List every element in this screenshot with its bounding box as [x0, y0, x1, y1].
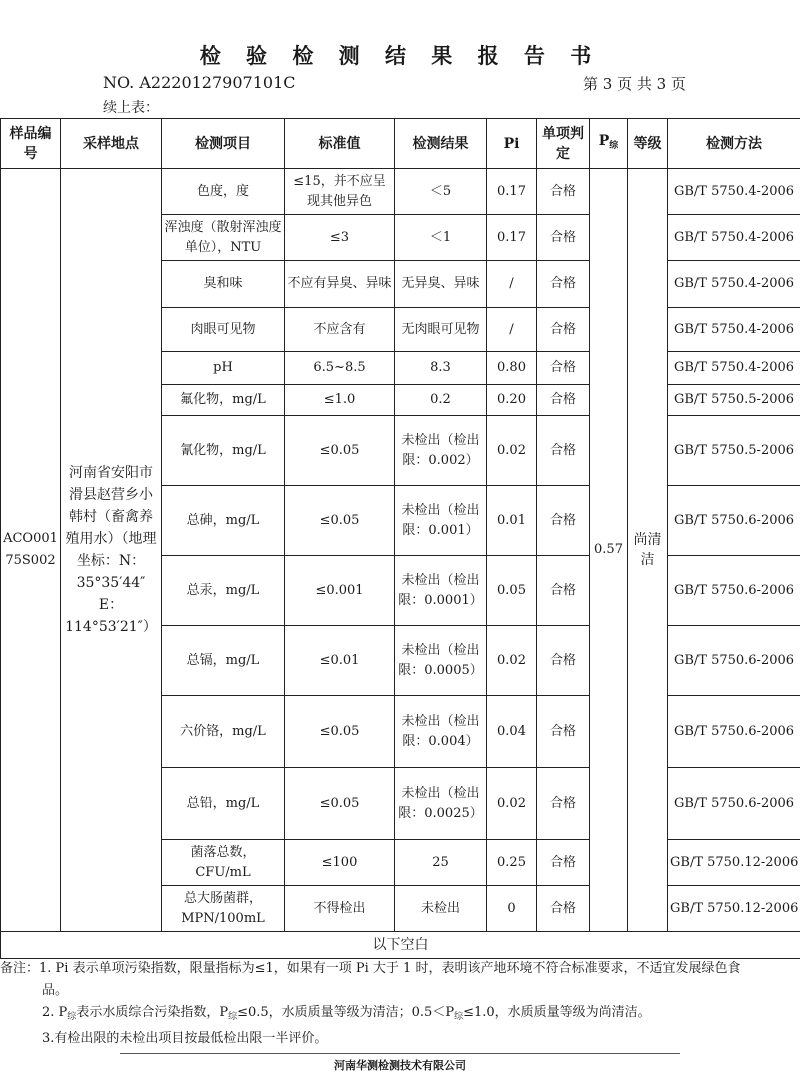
standard-cell: ≤0.05: [285, 486, 395, 556]
judgment-cell: 合格: [537, 886, 590, 932]
pi-cell: 0.20: [487, 385, 537, 416]
pi-cell: 0.80: [487, 352, 537, 385]
method-cell: GB/T 5750.4-2006: [668, 352, 800, 385]
header-item: 检测项目: [162, 119, 285, 169]
page-indicator: 第 3 页 共 3 页: [583, 75, 686, 93]
judgment-cell: 合格: [537, 308, 590, 352]
blank-note-row: [1, 932, 800, 959]
method-cell: GB/T 5750.12-2006: [668, 840, 800, 886]
method-cell: GB/T 5750.6-2006: [668, 556, 800, 626]
note-1-text: 1. Pi 表示单项污染指数，限量指标为≤1，如果有一项 Pi 大于 1 时，表明该产地环境不符合标准要求，不适宜发展绿色食品。: [39, 961, 741, 998]
item-cell: 总镉，mg/L: [162, 626, 285, 696]
method-cell: GB/T 5750.6-2006: [668, 696, 800, 768]
method-cell: GB/T 5750.5-2006: [668, 385, 800, 416]
pi-cell: /: [487, 308, 537, 352]
p-total-cell: 0.57: [590, 169, 628, 932]
standard-cell: ≤0.001: [285, 556, 395, 626]
pi-cell: 0.01: [487, 486, 537, 556]
result-cell: 0.2: [395, 385, 487, 416]
method-cell: GB/T 5750.6-2006: [668, 768, 800, 840]
notes-label: 备注：: [0, 961, 40, 976]
header-location: 采样地点: [61, 119, 162, 169]
note-1: [0, 958, 800, 1002]
header-judgment: 单项判定: [537, 119, 590, 169]
header-result: 检测结果: [395, 119, 487, 169]
sampling-location-cell: 河南省安阳市滑县赵营乡小韩村（畜禽养殖用水）（地理坐标：N：35°35′44″ E：114°53′21″）: [61, 169, 162, 932]
note-2-part-b: 表示水质综合污染指数，P: [76, 1005, 229, 1020]
judgment-cell: 合格: [537, 626, 590, 696]
table-header-row: [1, 119, 800, 169]
result-cell: 未检出（检出限：0.0005）: [395, 626, 487, 696]
item-cell: 色度，度: [162, 169, 285, 215]
grade-cell: 尚清洁: [628, 169, 668, 932]
method-cell: GB/T 5750.12-2006: [668, 886, 800, 932]
footer-organization: 河南华测检测技术有限公司: [334, 1059, 466, 1072]
judgment-cell: 合格: [537, 352, 590, 385]
standard-cell: 不得检出: [285, 886, 395, 932]
item-cell: 六价铬，mg/L: [162, 696, 285, 768]
table-row: [1, 169, 800, 215]
method-cell: GB/T 5750.6-2006: [668, 486, 800, 556]
method-cell: GB/T 5750.5-2006: [668, 416, 800, 486]
continued-label: 续上表：: [103, 100, 159, 116]
footer-divider: [120, 1053, 680, 1054]
result-cell: 8.3: [395, 352, 487, 385]
pi-cell: 0.02: [487, 416, 537, 486]
result-cell: 无异臭、异味: [395, 261, 487, 308]
header-p-label: P: [598, 133, 610, 149]
header-pi: Pi: [487, 119, 537, 169]
item-cell: 总砷，mg/L: [162, 486, 285, 556]
item-cell: 氟化物，mg/L: [162, 385, 285, 416]
report-number: NO. A2220127907101C: [103, 73, 296, 92]
standard-cell: ≤0.05: [285, 696, 395, 768]
method-cell: GB/T 5750.4-2006: [668, 261, 800, 308]
note-2-sub-1: 综: [67, 1012, 77, 1022]
blank-note: 以下空白: [1, 932, 800, 959]
judgment-cell: 合格: [537, 840, 590, 886]
standard-cell: ≤100: [285, 840, 395, 886]
judgment-cell: 合格: [537, 215, 590, 261]
standard-cell: ≤15，并不应呈现其他异色: [285, 169, 395, 215]
standard-cell: ≤0.05: [285, 768, 395, 840]
standard-cell: 6.5~8.5: [285, 352, 395, 385]
note-3-text: 3.有检出限的未检出项目按最低检出限一半评价。: [42, 1031, 328, 1046]
pi-cell: 0.02: [487, 626, 537, 696]
result-cell: 25: [395, 840, 487, 886]
standard-cell: 不应有异臭、异味: [285, 261, 395, 308]
result-cell: 未检出: [395, 886, 487, 932]
item-cell: 总汞，mg/L: [162, 556, 285, 626]
standard-cell: ≤0.01: [285, 626, 395, 696]
standard-cell: ≤1.0: [285, 385, 395, 416]
item-cell: 氰化物，mg/L: [162, 416, 285, 486]
sample-number-cell: ACO00175S002: [1, 169, 61, 932]
judgment-cell: 合格: [537, 261, 590, 308]
report-title: 检 验 检 测 结 果 报 告 书: [199, 43, 601, 68]
result-cell: 未检出（检出限：0.0001）: [395, 556, 487, 626]
method-cell: GB/T 5750.4-2006: [668, 308, 800, 352]
note-2-part-a: 2. P: [42, 1005, 68, 1020]
item-cell: 臭和味: [162, 261, 285, 308]
pi-cell: 0.02: [487, 768, 537, 840]
item-cell: 总铅，mg/L: [162, 768, 285, 840]
result-cell: ＜1: [395, 215, 487, 261]
note-2-part-d: ≤1.0，水质质量等级为尚清洁。: [463, 1005, 651, 1020]
result-cell: 未检出（检出限：0.002）: [395, 416, 487, 486]
header-p-sub: 综: [609, 141, 619, 151]
item-cell: 总大肠菌群，MPN/100mL: [162, 886, 285, 932]
item-cell: 菌落总数，CFU/mL: [162, 840, 285, 886]
header-p-total: [590, 119, 628, 169]
header-sample-no: 样品编号: [1, 119, 61, 169]
method-cell: GB/T 5750.6-2006: [668, 626, 800, 696]
pi-cell: 0: [487, 886, 537, 932]
result-cell: 未检出（检出限：0.0025）: [395, 768, 487, 840]
notes-section: [0, 958, 800, 1050]
pi-cell: /: [487, 261, 537, 308]
judgment-cell: 合格: [537, 385, 590, 416]
standard-cell: 不应含有: [285, 308, 395, 352]
pi-cell: 0.25: [487, 840, 537, 886]
note-2-sub-3: 综: [454, 1012, 464, 1022]
note-2-part-c: ≤0.5，水质质量等级为清洁；0.5＜P: [237, 1005, 455, 1020]
pi-cell: 0.17: [487, 169, 537, 215]
result-cell: 无肉眼可见物: [395, 308, 487, 352]
method-cell: GB/T 5750.4-2006: [668, 169, 800, 215]
judgment-cell: 合格: [537, 768, 590, 840]
pi-cell: 0.04: [487, 696, 537, 768]
item-cell: 浑浊度（散射浑浊度单位），NTU: [162, 215, 285, 261]
item-cell: pH: [162, 352, 285, 385]
item-cell: 肉眼可见物: [162, 308, 285, 352]
standard-cell: ≤3: [285, 215, 395, 261]
judgment-cell: 合格: [537, 169, 590, 215]
header-standard: 标准值: [285, 119, 395, 169]
judgment-cell: 合格: [537, 416, 590, 486]
pi-cell: 0.05: [487, 556, 537, 626]
note-2-sub-2: 综: [228, 1012, 238, 1022]
header-grade: 等级: [628, 119, 668, 169]
note-2: [0, 1002, 800, 1028]
pi-cell: 0.17: [487, 215, 537, 261]
result-cell: 未检出（检出限：0.004）: [395, 696, 487, 768]
judgment-cell: 合格: [537, 556, 590, 626]
results-body: [1, 169, 800, 959]
note-3: [0, 1028, 800, 1050]
results-table: [0, 118, 800, 959]
method-cell: GB/T 5750.4-2006: [668, 215, 800, 261]
result-cell: 未检出（检出限：0.001）: [395, 486, 487, 556]
judgment-cell: 合格: [537, 486, 590, 556]
standard-cell: ≤0.05: [285, 416, 395, 486]
header-method: 检测方法: [668, 119, 800, 169]
judgment-cell: 合格: [537, 696, 590, 768]
result-cell: ＜5: [395, 169, 487, 215]
